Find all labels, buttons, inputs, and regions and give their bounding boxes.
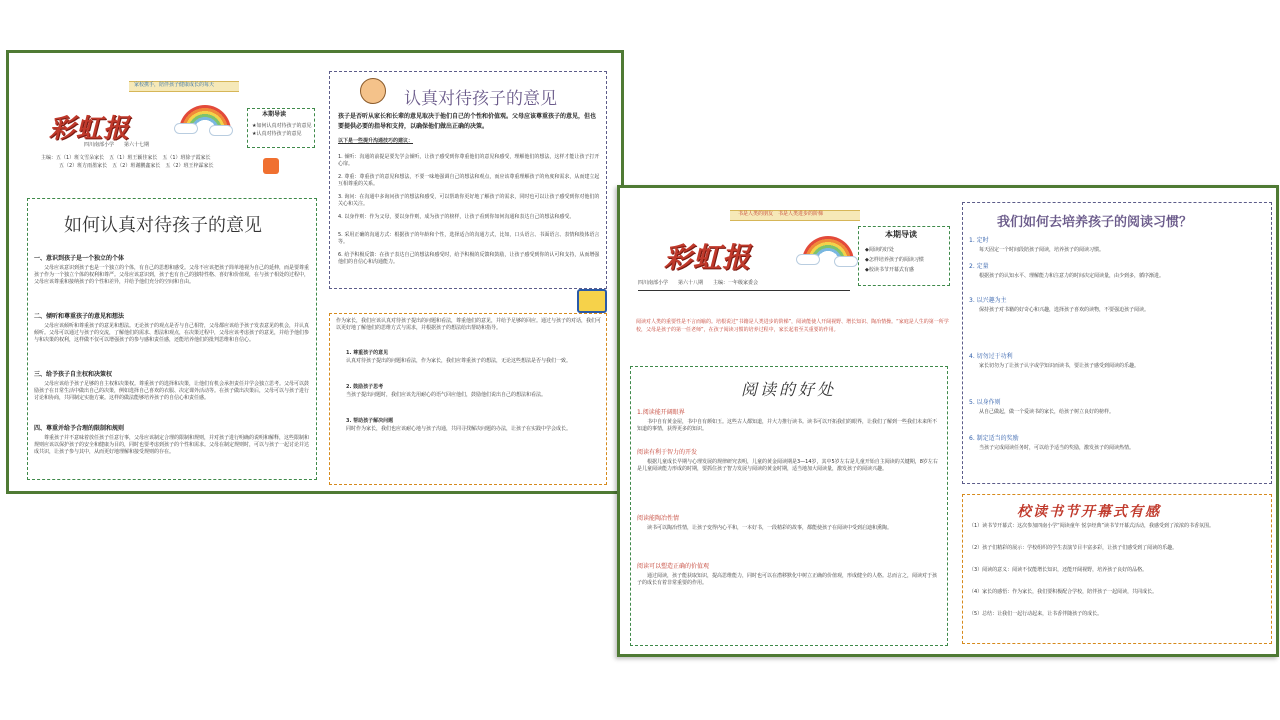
guide-title: 本期导读 [262, 111, 287, 118]
section-head: 一、意识到孩子是一个独立的个体 [34, 255, 125, 262]
habit-body: 家长切勿为了让孩子认字或学知识而读书，要让孩子感受到阅读的乐趣。 [979, 363, 1140, 369]
cloud-icon [796, 254, 820, 265]
logo: 彩虹报 [664, 241, 752, 274]
reading-title: 阅读的好处 [741, 380, 837, 399]
school-line: 四川南部小学 第六十八期 主编：一年级家委会 [638, 280, 759, 286]
habit-body: 根据孩子的认知水平、理解能力和注意力的时间决定阅读量，由少到多，循序渐进。 [979, 273, 1165, 279]
section-body: 父母应该倾听和尊重孩子的意见和想法。无论孩子的观点是否与自己相符，父母都应该给予孩子发表意见的机会，并认真倾听。父母可以通过与孩子的交流，了解他们的需求、想法和观点，在决策过程中，父母应该考虑孩子的意见，并给予他们参与和决策的权利，这样做不仅可以增强孩子的参与感和责任感，还能培养他们的批判思维和自信心。 [34, 323, 310, 343]
logo: 彩虹报 [49, 114, 131, 144]
guide-item: ◆校读书节开幕式有感 [865, 267, 914, 273]
habit-body: 每天固定一个时间段陪孩子阅读，培养孩子的阅读习惯。 [979, 247, 1105, 253]
habit-body: 保持孩子对书籍的好奇心和兴趣，选择孩子喜欢的读物，不要强迫孩子阅读。 [979, 307, 1150, 313]
right-title: 认真对待孩子的意见 [404, 89, 557, 109]
bottom-article-box [329, 313, 607, 485]
guide-item: ◆怎样培养孩子的阅读习惯 [865, 257, 924, 263]
section-head: 三、给予孩子自主权和决策权 [34, 371, 113, 378]
cloud-icon [174, 123, 198, 134]
guide-item: ★如何认真对待孩子的意见 [252, 123, 312, 129]
reading-benefits-box [630, 366, 948, 646]
school-line: 四川南部小学 第六十七期 [84, 142, 150, 148]
habit-head: 4. 切勿过于功利 [969, 353, 1013, 360]
reading-body: 读书可以陶冶性情，让孩子变得内心平和，一本好书，一段精彩的故事，都能使孩子在阅读中受到启迪和熏陶。 [647, 525, 893, 531]
reading-head: 阅读有利于智力的开发 [637, 449, 698, 456]
main-title: 如何认真对待孩子的意见 [64, 215, 262, 236]
guide-item: ◆阅读的好处 [865, 247, 894, 253]
festival-box [962, 494, 1272, 644]
festival-line: （5）总结：让我们一起行动起来，让书香伴随孩子的成长。 [969, 611, 1103, 617]
tip-item: 4. 以身作则：作为父母，要以身作则，成为孩子的榜样，让孩子看到你如何沟通和表达自己的想法和感受。 [338, 214, 575, 220]
habit-body: 从自己做起，做一个爱读书的家长，给孩子树立良好的榜样。 [979, 409, 1115, 415]
section-body: 尊重孩子并不意味着放任孩子任意行事，父母应该制定合理的限制和规则，并对孩子进行明确的说明和解释，这些限制和规则应该以保护孩子的安全和健康为目的，同时也要考虑到孩子的个性和需求。父母在制定规则时，可以与孩子一起讨论并达成共识，让孩子参与其中，从而更好地理解和接受规则的存在。 [34, 435, 310, 455]
divider [638, 290, 850, 291]
main-article-box [27, 198, 317, 480]
guide-box [858, 226, 950, 286]
section-body: 父母应该给予孩子足够的自主权和决策权。尊重孩子的选择和决策，让他们有机会承担责任并学会独立思考。父母可以鼓励孩子在日常生活中做出自己的决策，例如选择自己喜欢的衣服、决定课外活动等。在孩子做出决策后，父母可以与孩子进行讨论和协商，共同制定实施方案。这样的做法能够培养孩子的自信心和责任感。 [34, 381, 310, 401]
bottom-intro: 作为家长，我们应该认真对待孩子提出的问题和看法，尊重他们的意见，并给予足够的回应。通过与孩子的对话，我们可以更好地了解他们的思维方式与需求，并根据孩子的想法给出帮助和指导。 [336, 318, 602, 331]
habit-head: 1. 定时 [969, 237, 989, 244]
tip-item: 3. 询问：在沟通中多询问孩子的想法和感受，可以帮助你更好地了解孩子的需求，同时也可以让孩子感受到你对他们的关心和关注。 [338, 194, 600, 207]
habit-head: 6. 制定适当的奖励 [969, 435, 1019, 442]
festival-line: （2）孩子们精彩的展示：学校组织的学生表演节目丰富多彩，让孩子们感受到了阅读的乐趣。 [969, 545, 1178, 551]
festival-line: （4）家长的感悟：作为家长，我们要积极配合学校，陪伴孩子一起阅读，共同成长。 [969, 589, 1158, 595]
newspaper-page-67 [6, 50, 624, 494]
guide-item: ★认真对待孩子的意见 [252, 131, 302, 137]
bottom-item-head: 1. 尊重孩子的意见 [346, 350, 389, 356]
festival-title: 校读书节开幕式有感 [1017, 504, 1161, 520]
tip-item: 1. 倾听：沟通的前提是要先学会倾听，让孩子感受到你尊重他们的意见和感受，理解他们的想法，这样才能让孩子打开心扉。 [338, 154, 600, 167]
reading-body: 根据儿童成长早期与心理发展的规律研究表明，儿童的黄金阅读期是3—14岁，其中5岁左右是儿童开始自主阅读的关键期，8岁左右是儿童阅读能力形成的时期，要抓住孩子智力发展与阅读的黄金时期，适当地加大阅读量，激发孩子的阅读兴趣。 [637, 459, 938, 472]
bottom-item-body: 同时作为家长，我们也应该耐心地与孩子沟通，共同寻找解决问题的办法，让孩子在实践中学会成长。 [346, 426, 572, 432]
bottom-item-head: 2. 鼓励孩子思考 [346, 384, 384, 390]
banner-text: 书是人类的朋友 书是人类进步的阶梯 [738, 211, 824, 217]
tip-item: 6. 给予积极反馈：在孩子表达自己的想法和感受时，给予积极的反馈和鼓励，让孩子感受到你的认可和支持，从而增强他们的自信心和沟通能力。 [338, 252, 600, 265]
right-article-box [329, 71, 607, 289]
reading-head: 1.阅读能开阔眼界 [637, 409, 685, 416]
reading-body: 通过阅读，孩子能获取知识，提高思维能力，同时也可以在潜移默化中树立正确的价值观，形成健全的人格。总而言之，阅读对于孩子的成长有着非常重要的作用。 [637, 573, 938, 586]
newspaper-page-68 [617, 185, 1279, 657]
tip-item: 2. 尊重：尊重孩子的意见和想法，不要一味地强调自己的想法和观点，而应该尊重理解孩子的角度和需求，从而建立起互相尊重的关系。 [338, 174, 600, 187]
reading-body: 书中自有黄金屋，书中自有颜如玉。这些古人都知道，并大力推行读书。读书可以开拓我们的眼界，让我们了解到一些我们未来所不知道的事情，获得更多的知识。 [637, 419, 938, 432]
reading-habit-box [962, 202, 1272, 484]
festival-line: （3）阅读的意义：阅读不仅能增长知识，还能开阔视野，培养孩子良好的品格。 [969, 567, 1148, 573]
banner-text: 家校携手，陪伴孩子健康成长的每天 [134, 82, 215, 88]
habit-head: 2. 定量 [969, 263, 989, 270]
intro-text: 阅读对人类的重要性是不言而喻的。培根说过“书籍是人类进步的阶梯”，阅读能使人开阔视野、增长知识、陶冶情操。“家庭是人生的第一所学校，父母是孩子的第一任老师”，在孩子阅读习惯的培养过程中，家长起着至关重要的作用。 [636, 319, 949, 333]
reading-boy-icon [360, 78, 386, 104]
tip-item: 5. 采用正确的沟通方式：根据孩子的年龄和个性，选择适合的沟通方式，比如，口头语言、书面语言、表情和肢体语言等。 [338, 232, 600, 245]
festival-line: （1）读书节开幕式：这次参加四南小学“阅读童年 悦享经典”读书节开幕式活动，我感受到了浓浓的书香氛围。 [969, 523, 1214, 529]
habit-head: 5. 以身作则 [969, 399, 1001, 406]
guide-box [247, 108, 315, 148]
bottom-item-body: 当孩子提出问题时，我们应该先用耐心的语气回应他们，鼓励他们说出自己的想法和看法。 [346, 392, 547, 398]
section-head: 二、倾听和尊重孩子的意见和想法 [34, 313, 125, 320]
editor-line: 五（2）班方雨墨家长 五（2）班谢鹏鑫家长 五（2）班王梓霖家长 [59, 163, 214, 169]
editor-line: 主编：五（1）班文雪朵家长 五（1）班王颖佳家长 五（1）班徐子霞家长 [41, 155, 211, 161]
guide-title: 本期导读 [885, 230, 917, 239]
habit-head: 3. 以兴趣为主 [969, 297, 1007, 304]
habit-body: 当孩子完成阅读任务时，可以给予适当的奖励，激发孩子的阅读热情。 [979, 445, 1135, 451]
habit-title: 我们如何去培养孩子的阅读习惯？ [997, 215, 1193, 230]
right-intro: 孩子是否听从家长和长辈的意见取决于他们自己的个性和价值观。父母应该尊重孩子的意见，但也要提供必要的指导和支持，以确保他们做出正确的决策。 [338, 113, 597, 130]
cloud-icon [834, 256, 858, 267]
cloud-icon [209, 125, 233, 136]
app-icon [263, 158, 279, 174]
book-icon [577, 289, 607, 313]
tips-heading: 以下是一些提升沟通技巧的建议： [338, 138, 414, 144]
reading-head: 阅读能陶冶性情 [637, 515, 680, 522]
section-body: 父母应该意识到孩子也是一个独立的个体，有自己的思想和感受。父母不应该把孩子简单地视为自己的延伸，而是要尊重孩子作为一个独立个体的权利和尊严。父母应该意识到，孩子也有自己的独特性格、喜好和价值观，在与孩子相处的过程中，父母应该尊重和接纳孩子的个性和差异，并给予他们充分的空间和自由。 [34, 265, 310, 285]
reading-head: 阅读可以塑造正确的价值观 [637, 563, 710, 570]
bottom-item-head: 3. 帮助孩子解决问题 [346, 418, 394, 424]
section-head: 四、尊重并给予合理的限制和规则 [34, 425, 125, 432]
bottom-item-body: 认真对待孩子提出的问题和看法，作为家长，我们应尊重孩子的想法，无论这些想法是否与我们一致。 [346, 358, 572, 364]
